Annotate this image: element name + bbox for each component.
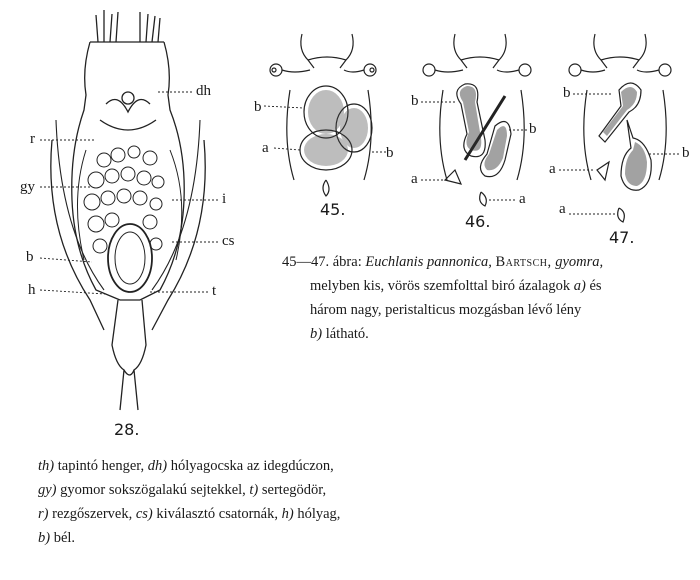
fig47-label-a-mid: a [549,161,556,177]
label-i: i [222,191,227,207]
caption-es: és [589,278,602,294]
label-h: h [28,282,36,298]
label-b: b [26,249,34,265]
caption-line3: három nagy, peristalticus mozgásban lévő lény [310,302,582,318]
caption-gyomra: gyomra, [555,254,604,270]
fig45-label-a: a [262,140,269,156]
label-gy: gy [20,179,35,195]
legend-text-h: hólyag, [297,506,341,522]
legend-text-gy: gyomor sokszögalakú sejtekkel, [60,482,246,498]
fig47-label-a-bottom: a [559,201,566,217]
figure-47 [545,30,695,245]
caption-figure-number: 45—47. ábra: [282,254,362,270]
caption-line2: melyben kis, vörös szemfolttal biró ázalagok [310,278,571,294]
legend-text-t: sertegödör, [261,482,327,498]
figure-number-47: 47. [609,228,635,247]
figure-number-46: 46. [465,212,491,231]
caption-right-line-1 [282,250,682,274]
legend-line-4 [38,526,383,550]
legend-key-t: t) [249,482,259,498]
figure-number-45: 45. [320,200,346,219]
legend-text-cs: kiválasztó csatornák, [156,506,278,522]
caption-right-line-3 [282,298,682,322]
caption-a-ref: a) [573,278,586,294]
fig46-label-a-right: a [519,191,526,207]
fig46-label-a-left: a [411,171,418,187]
caption-45-47 [282,250,682,346]
legend-key-dh: dh) [147,458,168,474]
fig45-label-b-left: b [254,99,262,115]
legend-key-gy: gy) [38,482,57,498]
fig46-label-b-left: b [411,93,419,109]
fig47-label-b-right: b [682,145,690,161]
fig45-label-b-right: b [386,145,394,161]
caption-right-line-4 [282,322,682,346]
legend-key-th: th) [38,458,55,474]
figure-45 [252,30,402,230]
label-t: t [212,283,217,299]
legend-text-r: rezgőszervek, [52,506,133,522]
fig46-label-b-right: b [529,121,537,137]
legend-key-b: b) [38,530,51,546]
caption-28-legend [38,454,383,550]
legend-line-3 [38,502,383,526]
legend-line-2 [38,478,383,502]
legend-key-cs: cs) [135,506,153,522]
figure-47-drawing [545,30,695,245]
fig47-label-b-top: b [563,85,571,101]
caption-b-ref: b) [310,326,323,342]
legend-line-1 [38,454,383,478]
legend-text-th: tapintó henger, [57,458,145,474]
label-cs: cs [222,233,235,249]
caption-right-line-2 [282,274,682,298]
label-r: r [30,131,35,147]
label-dh: dh [196,83,211,99]
figure-28-drawing [0,0,260,450]
caption-author: Bartsch, [495,254,552,270]
legend-key-h: h) [281,506,294,522]
figure-46 [405,30,555,240]
caption-species: Euchlanis pannonica, [365,254,492,270]
legend-key-r: r) [38,506,49,522]
legend-text-dh: hólyagocska az idegdúczon, [170,458,334,474]
caption-line4-end: látható. [325,326,369,342]
legend-text-b: bél. [53,530,76,546]
figure-28 [0,0,260,450]
figure-number-28: 28. [114,420,140,439]
